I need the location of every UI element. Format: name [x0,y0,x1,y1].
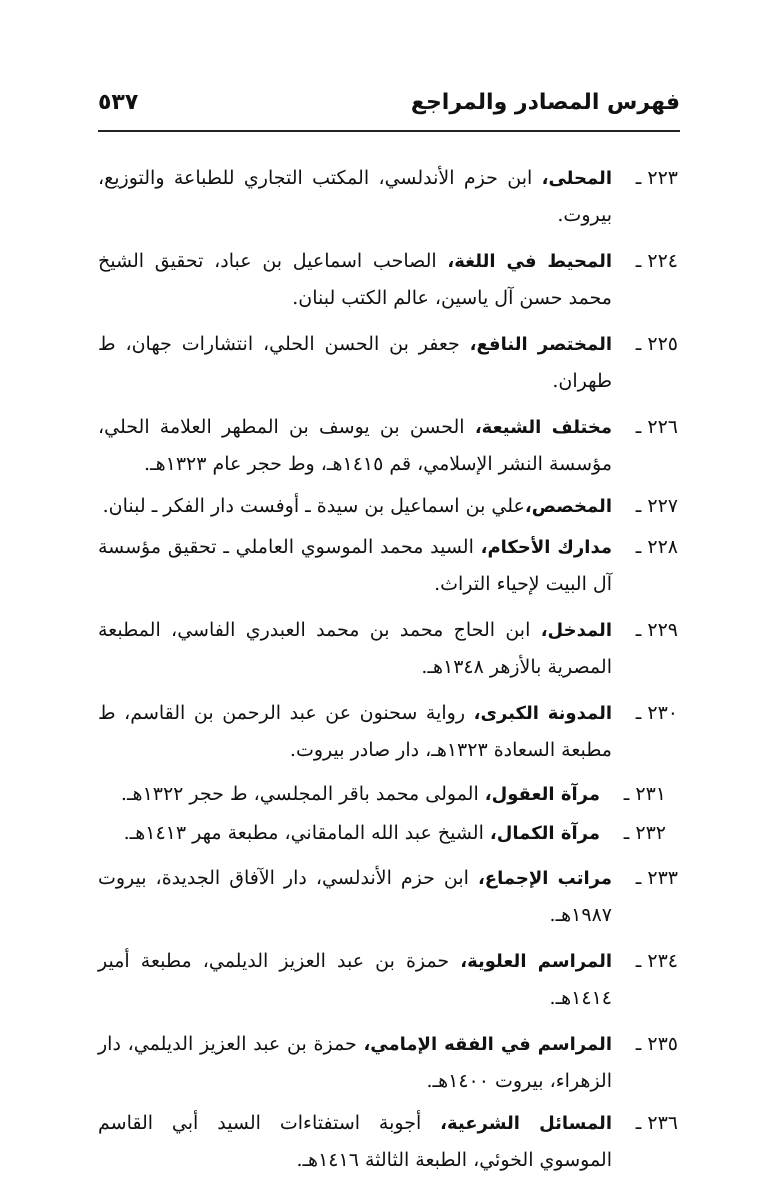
entry-details: حمزة بن عبد العزيز الديلمي، مطبعة أمير ١٤١٤هـ. [98,950,612,1009]
entry-number: ٢٢٨ ـ [635,536,678,558]
entry-book-title: المراسم في الفقه الإمامي، [363,1034,612,1055]
bibliography-entry [98,1026,678,1099]
entry-details: الصاحب اسماعيل بن عباد، تحقيق الشيخ محمد حسن آل ياسين، عالم الكتب لبنان. [98,250,612,309]
entry-details: الشيخ عبد الله المامقاني، مطبعة مهر ١٤١٣هـ. [123,822,490,844]
bibliography-entry [98,695,678,768]
entry-number: ٢٣٤ ـ [635,950,678,972]
entry-book-title: المدخل، [540,620,612,641]
entry-details: السيد محمد الموسوي العاملي ـ تحقيق مؤسسة آل البيت لإحياء التراث. [98,536,612,595]
page-number: ٥٣٧ [98,90,139,115]
bibliography-entry [98,160,678,233]
entry-number: ٢٢٧ ـ [635,495,678,517]
entry-details: حمزة بن عبد العزيز الديلمي، دار الزهراء، بيروت ١٤٠٠هـ. [98,1033,612,1092]
entry-details: المولى محمد باقر المجلسي، ط حجر ١٣٢٢هـ. [120,783,485,805]
bibliography-entry [98,243,678,316]
entry-details: أجوبة استفتاءات السيد أبي القاسم الموسوي الخوئي، الطبعة الثالثة ١٤١٦هـ. [98,1112,612,1171]
entry-number: ٢٣٢ ـ [623,822,666,844]
bibliography-entry [98,1105,678,1178]
entry-book-title: مختلف الشيعة، [474,417,613,438]
entry-book-title: مراتب الإجماع، [477,868,612,889]
entry-book-title: المحلى، [541,168,612,189]
entry-number: ٢٣٠ ـ [635,702,678,724]
entry-details: رواية سحنون عن عبد الرحمن بن القاسم، ط مطبعة السعادة ١٣٢٣هـ، دار صادر بيروت. [98,702,612,761]
entry-book-title: المدونة الكبرى، [473,703,612,724]
bibliography-list [98,160,678,1178]
bibliography-entry [98,612,678,685]
bibliography-entry [98,529,678,602]
entry-number: ٢٢٩ ـ [635,619,678,641]
entry-number: ٢٣٣ ـ [635,867,678,889]
entry-number: ٢٣٥ ـ [635,1033,678,1055]
entry-book-title: المحيط في اللغة، [447,251,612,272]
entry-details: جعفر بن الحسن الحلي، انتشارات جهان، ط طهران. [98,333,612,392]
bibliography-entry [98,776,678,813]
entry-number: ٢٣٦ ـ [635,1112,678,1134]
entry-book-title: مدارك الأحكام، [480,537,613,558]
entry-details: علي بن اسماعيل بن سيدة ـ أوفست دار الفكر ـ لبنان. [102,495,525,517]
page-title: فهرس المصادر والمراجع [410,90,680,115]
running-header [98,86,680,126]
entry-details: الحسن بن يوسف بن المطهر العلامة الحلي، مؤسسة النشر الإسلامي، قم ١٤١٥هـ، وط حجر عام ١٣٢٣هـ. [98,416,612,475]
entry-number: ٢٢٤ ـ [635,250,678,272]
entry-details: ابن حزم الأندلسي، دار الآفاق الجديدة، بيروت ١٩٨٧هـ. [98,867,612,926]
header-divider [98,130,680,132]
entry-number: ٢٢٦ ـ [635,416,678,438]
entry-number: ٢٢٥ ـ [635,333,678,355]
bibliography-entry [98,409,678,482]
entry-book-title: المسائل الشرعية، [440,1113,612,1134]
entry-book-title: مرآة الكمال، [489,823,600,844]
bibliography-entry [98,326,678,399]
bibliography-entry [98,815,678,852]
entry-number: ٢٣١ ـ [623,783,666,805]
entry-details: ابن حزم الأندلسي، المكتب التجاري للطباعة والتوزيع، بيروت. [98,167,612,226]
entry-number: ٢٢٣ ـ [635,167,678,189]
bibliography-entry [98,943,678,1016]
entry-book-title: مرآة العقول، [484,784,600,805]
bibliography-entry [98,860,678,933]
entry-book-title: المخصص، [524,496,612,517]
entry-book-title: المراسم العلوية، [460,951,612,972]
entry-details: ابن الحاج محمد بن محمد العبدري الفاسي، المطبعة المصرية بالأزهر ١٣٤٨هـ. [98,619,612,678]
entry-book-title: المختصر النافع، [469,334,612,355]
bibliography-entry [98,488,678,525]
